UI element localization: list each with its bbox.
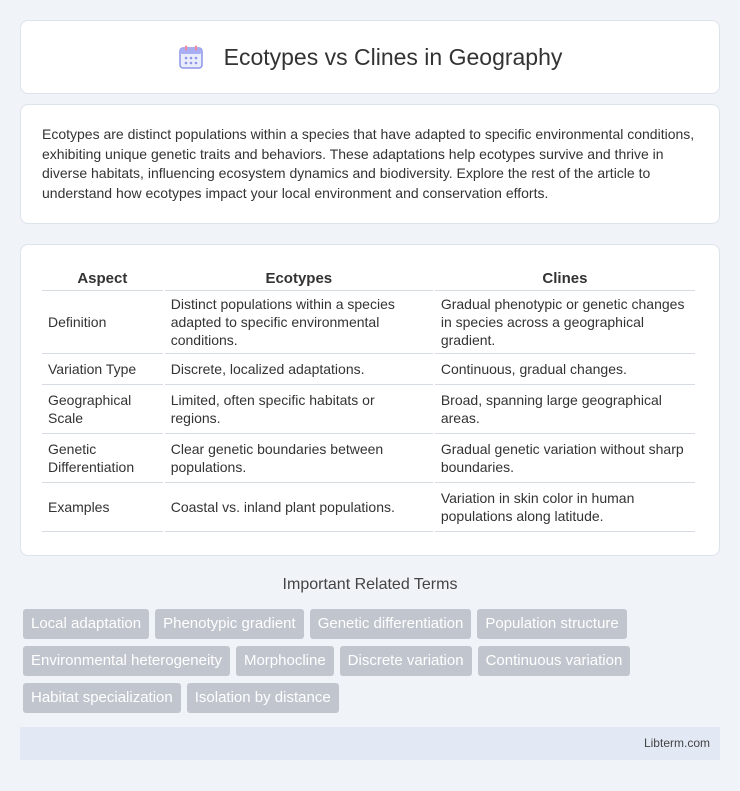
related-term-tag[interactable]: Environmental heterogeneity <box>23 646 230 676</box>
related-term-tag[interactable]: Genetic differentiation <box>310 609 472 639</box>
intro-card <box>20 104 720 224</box>
related-term-tag[interactable]: Discrete variation <box>340 646 472 676</box>
header-aspect: Aspect <box>42 267 163 291</box>
related-terms-title: Important Related Terms <box>282 576 458 593</box>
footer-brand-link[interactable]: Libterm.com <box>643 736 710 750</box>
page-footer <box>20 727 720 760</box>
calendar-icon <box>178 44 204 70</box>
table-row <box>42 291 695 354</box>
cell-aspect: Variation Type <box>42 354 163 385</box>
header-clines: Clines <box>435 267 695 291</box>
comparison-card <box>20 244 720 556</box>
page-header <box>20 20 720 94</box>
cell-clines: Continuous, gradual changes. <box>435 354 695 385</box>
table-row <box>42 354 695 385</box>
cell-clines: Gradual genetic variation without sharp boundaries. <box>435 434 695 483</box>
related-term-tag[interactable]: Phenotypic gradient <box>155 609 304 639</box>
cell-aspect: Examples <box>42 483 163 532</box>
table-row <box>42 434 695 483</box>
table-row <box>42 483 695 532</box>
header-ecotypes: Ecotypes <box>165 267 433 291</box>
cell-ecotypes: Discrete, localized adaptations. <box>165 354 433 385</box>
related-term-tag[interactable]: Isolation by distance <box>187 683 339 713</box>
related-term-tag[interactable]: Population structure <box>477 609 626 639</box>
cell-aspect: Genetic Differentiation <box>42 434 163 483</box>
related-terms-list <box>23 609 713 713</box>
cell-aspect: Definition <box>42 291 163 354</box>
related-term-tag[interactable]: Continuous variation <box>478 646 631 676</box>
intro-text: Ecotypes are distinct populations within a species that have adapted to specific environmental conditions, exhibiting unique genetic traits and behaviors. These adaptations help ecotypes survive and thrive in diverse habitats, influencing ecosystem dynamics and biodiversity. Explore the rest of the article to understand how ecotypes impact your local environment and conservation efforts. <box>42 126 695 201</box>
table-header-row <box>42 267 695 291</box>
table-row <box>42 385 695 434</box>
cell-ecotypes: Coastal vs. inland plant populations. <box>165 483 433 532</box>
cell-clines: Broad, spanning large geographical areas. <box>435 385 695 434</box>
related-term-tag[interactable]: Local adaptation <box>23 609 149 639</box>
page-title: Ecotypes vs Clines in Geography <box>223 43 563 70</box>
cell-aspect: Geographical Scale <box>42 385 163 434</box>
related-term-tag[interactable]: Habitat specialization <box>23 683 181 713</box>
cell-ecotypes: Clear genetic boundaries between populations. <box>165 434 433 483</box>
cell-clines: Gradual phenotypic or genetic changes in species across a geographical gradient. <box>435 291 695 354</box>
comparison-table <box>40 267 697 532</box>
cell-clines: Variation in skin color in human populations along latitude. <box>435 483 695 532</box>
related-term-tag[interactable]: Morphocline <box>236 646 334 676</box>
cell-ecotypes: Limited, often specific habitats or regions. <box>165 385 433 434</box>
cell-ecotypes: Distinct populations within a species adapted to specific environmental conditions. <box>165 291 433 354</box>
